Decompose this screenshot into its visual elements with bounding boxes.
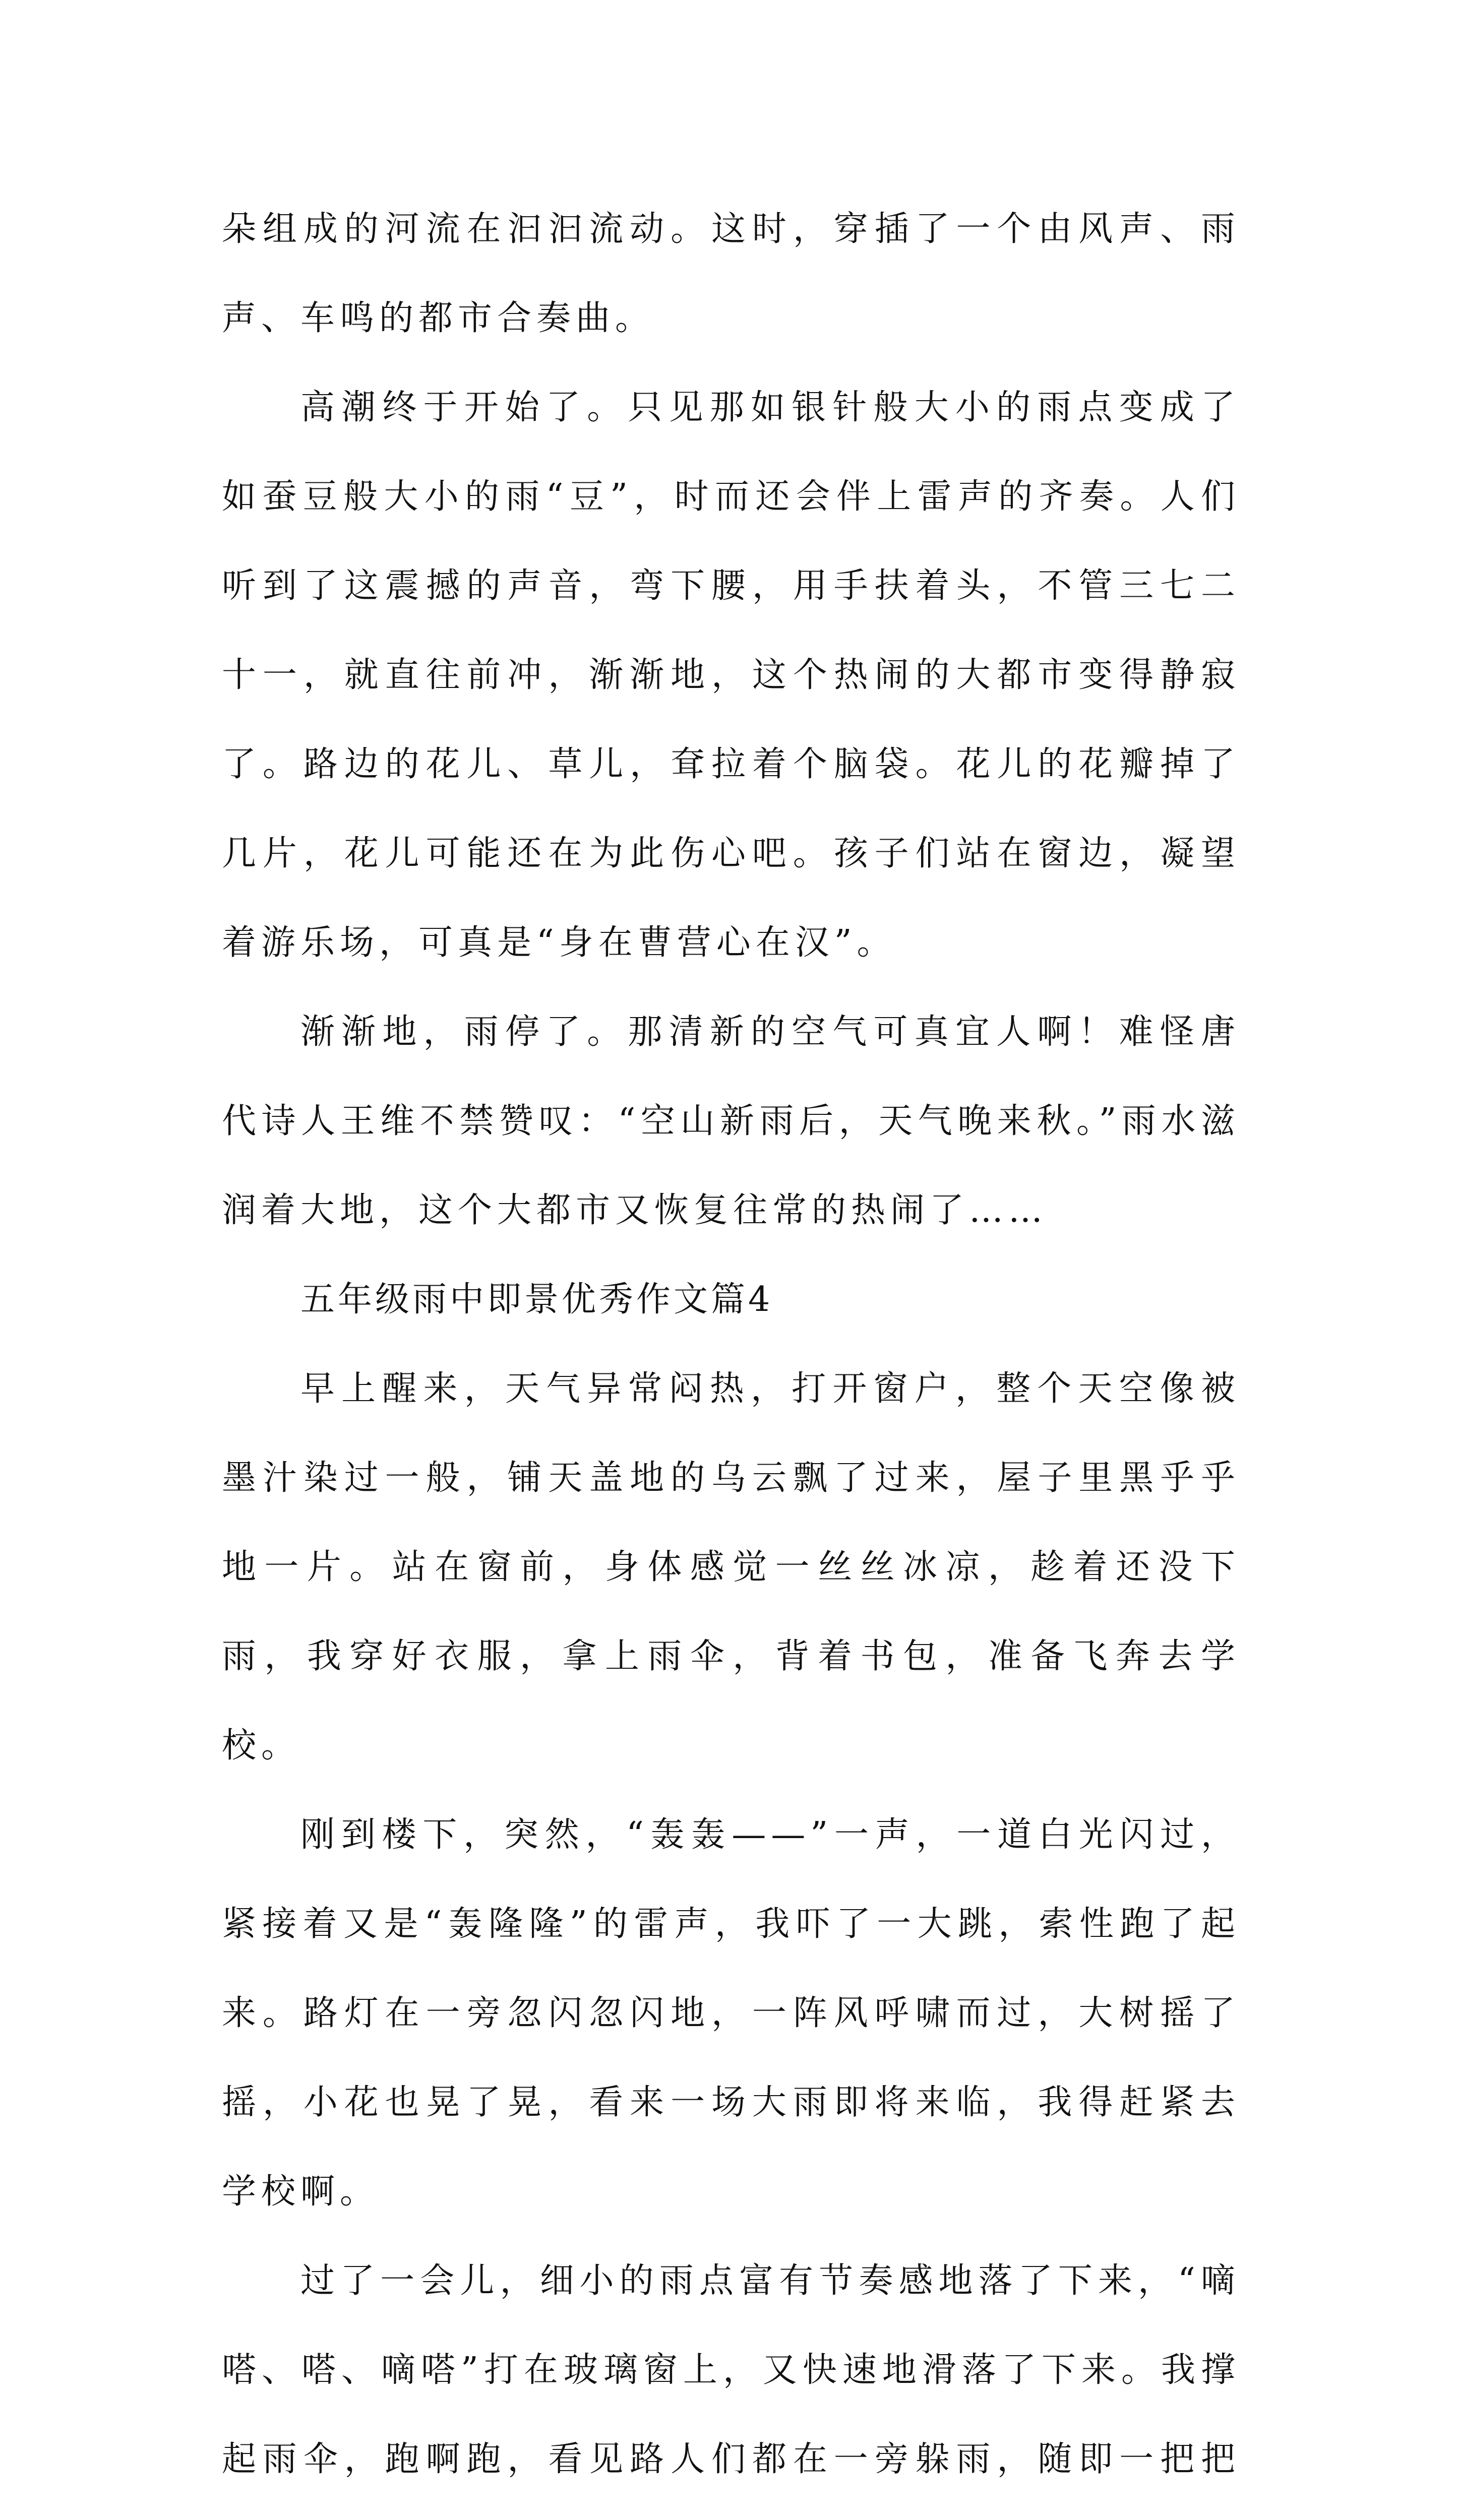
- paragraph-morning: 早上醒来，天气异常闷热，打开窗户，整个天空像被墨汁染过一般，铺天盖地的乌云飘了过来，屋子里黑乎乎地一片。站在窗前，身体感觉一丝丝冰凉，趁着还没下雨，我穿好衣服，拿上雨伞，背着书包，准备飞奔去学校。: [222, 1369, 1240, 1766]
- paragraph-continuation: 朵组成的河流在汩汩流动。这时，穿插了一个由风声、雨声、车鸣的都市合奏曲。: [222, 209, 1240, 338]
- paragraph-raindrops: 过了一会儿，细小的雨点富有节奏感地落了下来，“嘀嗒、嗒、嘀嗒”打在玻璃窗上，又快速地滑落了下来。我撑起雨伞，跑啊跑，看见路人们都在一旁躲雨，随即一把把: [222, 2261, 1240, 2479]
- paragraph-rain-stops: 渐渐地，雨停了。那清新的空气可真宜人啊！难怪唐代诗人王维不禁赞叹：“空山新雨后，天气晚来秋。”雨水滋润着大地，这个大都市又恢复往常的热闹了……: [222, 1012, 1240, 1230]
- paragraph-thunder: 刚到楼下，突然，“轰轰——”一声，一道白光闪过，紧接着又是“轰隆隆”的雷声，我吓了一大跳，索性跑了起来。路灯在一旁忽闪忽闪地，一阵风呼啸而过，大树摇了摇，小花也晃了晃，看来一场大雨即将来临，我得赶紧去学校啊。: [222, 1815, 1240, 2212]
- document-body: [222, 184, 1240, 2520]
- essay-heading: 五年级雨中即景优秀作文篇4: [300, 1280, 773, 1319]
- paragraph-climax: 高潮终于开始了。只见那如银针般大小的雨点变成了如蚕豆般大小的雨“豆”，时而还会伴上雷声的齐奏。人们听到了这震撼的声音，弯下腰，用手扶着头，不管三七二十一，就直往前冲，渐渐地，这个热闹的大都市变得静寂了。路边的花儿、草儿，耷拉着个脑袋。花儿的花瓣掉了几片，花儿可能还在为此伤心吧。孩子们站在窗边，凝望着游乐场，可真是“身在曹营心在汉”。: [222, 388, 1240, 963]
